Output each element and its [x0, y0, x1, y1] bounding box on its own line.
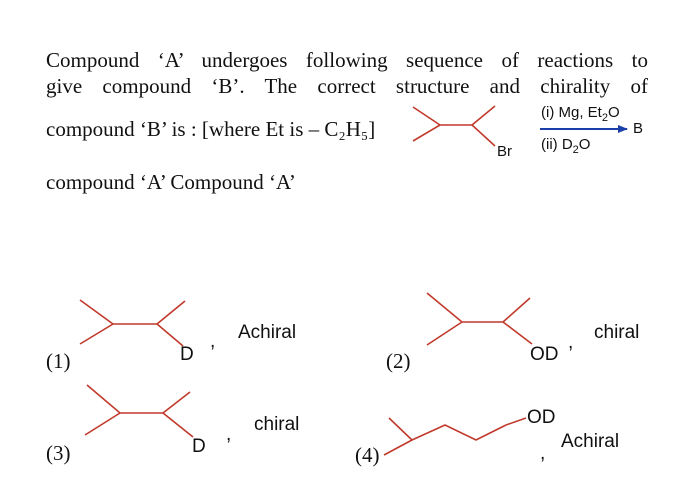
product-label: B	[633, 120, 644, 137]
option-3-bonds-left	[87, 385, 163, 413]
option-4-comma: ,	[540, 443, 546, 464]
option-2-comma: ,	[568, 332, 574, 353]
option-4-chirality: Achiral	[561, 431, 620, 452]
question-line-4: compound ‘A’ Compound ‘A’	[46, 170, 296, 194]
option-1-bond-left-down	[80, 324, 113, 344]
question-line-1: Compound ‘A’ undergoes following sequence of reactions to	[46, 48, 648, 72]
option-3-bond-right-up	[163, 392, 190, 413]
option-1-bonds-left	[80, 300, 157, 324]
option-3-bond-left-down	[85, 413, 120, 435]
option-1-substituent: D	[180, 344, 194, 365]
option-4-chain	[384, 425, 506, 455]
option-1-number: (1)	[46, 349, 71, 373]
question-line-2: give compound ‘B’. The correct structure and chirality of	[46, 74, 648, 98]
reagent-step-2: (ii) $D_2O$	[541, 136, 591, 156]
option-4-number: (4)	[355, 443, 380, 467]
option-2-chirality: chiral	[594, 322, 640, 343]
option-1-bond-right-down	[157, 324, 183, 346]
option-1-chirality: Achiral	[238, 322, 297, 343]
option-4-bond-branch	[389, 418, 412, 440]
option-2-bond-left-down	[427, 322, 462, 345]
option-3-number: (3)	[46, 441, 71, 465]
option-2-number: (2)	[386, 349, 411, 373]
option-3-comma: ,	[226, 424, 232, 445]
option-1-bond-right-up	[157, 301, 185, 324]
option-2-bonds-left	[427, 293, 503, 322]
option-3-substituent: D	[192, 436, 206, 457]
question-line-3: compound ‘B’ is : [where Et is – C₂H₅]	[46, 117, 376, 141]
option-1-comma: ,	[210, 331, 216, 352]
option-2-bond-right-up	[503, 298, 530, 322]
option-2-bond-right-down	[503, 322, 532, 344]
option-3-chirality: chiral	[254, 414, 300, 435]
leaving-group-label: Br	[497, 143, 512, 160]
reagent-step-1: (i) Mg, $Et_2O$	[541, 104, 620, 124]
option-4-bond-od	[506, 418, 526, 425]
option-3-bond-right-down	[163, 413, 193, 437]
option-2-substituent: OD	[530, 344, 559, 365]
option-4-substituent: OD	[527, 407, 556, 428]
